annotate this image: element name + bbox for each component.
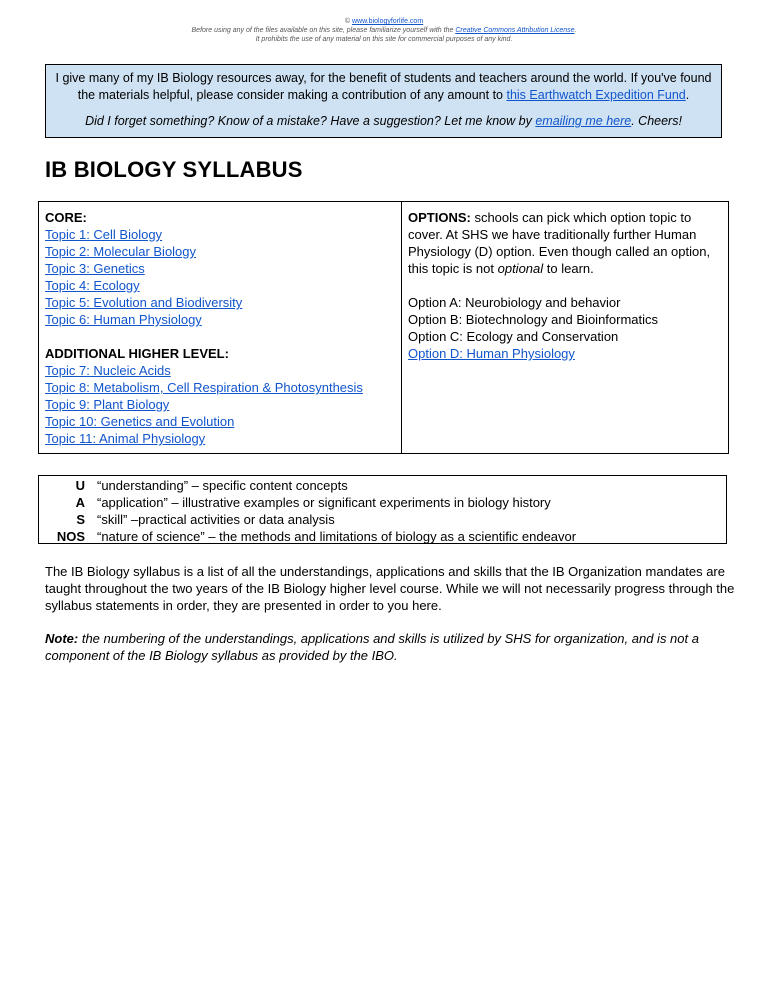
- legend-desc: “understanding” – specific content concepts: [97, 478, 348, 493]
- options-column: [402, 202, 728, 453]
- options-heading: OPTIONS:: [408, 210, 471, 225]
- legend-row: [39, 477, 726, 494]
- site-link[interactable]: www.biologyforlife.com: [351, 18, 424, 25]
- commercial-notice: It prohibits the use of any material on this site for commercial purposes of any kind.: [255, 36, 513, 43]
- option-d-link[interactable]: Option D: Human Physiology: [408, 346, 575, 361]
- legend-table: [38, 475, 727, 544]
- email-link[interactable]: emailing me here: [535, 114, 632, 128]
- core-column: [39, 202, 402, 453]
- donation-box: I give many of my IB Biology resources away, for the benefit of students and teachers around the world. If you've found the materials helpful, please consider making a contribution of any amount to this Earthwatch Expedition Fund. Did I forget something? Know of a mistake? Have a suggestion? Let me know by emailing me here. Cheers!: [45, 64, 722, 138]
- core-heading: CORE:: [45, 210, 87, 225]
- legend-row: [39, 511, 726, 528]
- syllabus-table: [38, 201, 729, 454]
- options-intro: OPTIONS: schools can pick which option topic to cover. At SHS we have traditionally further Human Physiology (D) option. Even though called an option, this topic is not optional to learn.: [408, 210, 711, 276]
- legend-desc: “application” – illustrative examples or significant experiments in biology history: [97, 495, 551, 510]
- hl-heading: ADDITIONAL HIGHER LEVEL:: [45, 346, 229, 361]
- license-notice-text: Before using any of the files available on this site, please familiarize yourself with the: [191, 27, 454, 34]
- syllabus-description: The IB Biology syllabus is a list of all the understandings, applications and skills that the IB Organization mandates are taught throughout the two years of the IB Biology higher level course. While we will not necessarily progress through the syllabus statements in order, they are presented in order to you here.: [45, 564, 735, 613]
- topic-link[interactable]: Topic 8: Metabolism, Cell Respiration & Photosynthesis: [45, 380, 363, 395]
- option-item: Option A: Neurobiology and behavior: [408, 295, 621, 310]
- legend-code: U: [75, 478, 85, 493]
- legend-desc: “skill” –practical activities or data analysis: [97, 512, 335, 527]
- topic-link[interactable]: Topic 4: Ecology: [45, 278, 140, 293]
- topic-link[interactable]: Topic 11: Animal Physiology: [45, 431, 206, 446]
- legend-desc: “nature of science” – the methods and limitations of biology as a scientific endeavor: [97, 529, 577, 544]
- topic-link[interactable]: Topic 7: Nucleic Acids: [45, 363, 171, 378]
- topic-link[interactable]: Topic 1: Cell Biology: [45, 227, 163, 242]
- legend-row: [39, 528, 726, 545]
- legend-code: NOS: [56, 529, 85, 544]
- topic-link[interactable]: Topic 10: Genetics and Evolution: [45, 414, 235, 429]
- page-title: IB BIOLOGY SYLLABUS: [45, 157, 303, 182]
- feedback-suffix: . Cheers!: [631, 114, 682, 128]
- topic-link[interactable]: Topic 2: Molecular Biology: [45, 244, 197, 259]
- legend-row: [39, 494, 726, 511]
- page-header: © www.biologyforlife.com Before using any of the files available on this site, please familiarize yourself with the Creative Commons Attribution License. It prohibits the use of any material on this site for commercial purposes of any kind.: [0, 17, 768, 44]
- option-item: Option C: Ecology and Conservation: [408, 329, 619, 344]
- legend-code: A: [75, 495, 85, 510]
- option-item: Option B: Biotechnology and Bioinformatics: [408, 312, 659, 327]
- legend-code: S: [76, 512, 85, 527]
- donation-text: I give many of my IB Biology resources away, for the benefit of students and teachers around the world. If you've found the materials helpful, please consider making a contribution of any amount to: [55, 71, 712, 102]
- feedback-text: Did I forget something? Know of a mistake? Have a suggestion? Let me know by: [85, 114, 532, 128]
- topic-link[interactable]: Topic 9: Plant Biology: [45, 397, 170, 412]
- note-paragraph: [45, 630, 735, 664]
- note-label: Note:: [45, 631, 79, 646]
- topic-link[interactable]: Topic 6: Human Physiology: [45, 312, 202, 327]
- topic-link[interactable]: Topic 3: Genetics: [45, 261, 145, 276]
- earthwatch-fund-link[interactable]: this Earthwatch Expedition Fund: [506, 88, 686, 102]
- copyright-symbol: ©: [344, 18, 350, 25]
- license-link[interactable]: Creative Commons Attribution License: [455, 27, 575, 34]
- note-text: the numbering of the understandings, applications and skills is utilized by SHS for organization, and is not a component of the IB Biology syllabus as provided by the IBO.: [45, 631, 699, 663]
- topic-link[interactable]: Topic 5: Evolution and Biodiversity: [45, 295, 243, 310]
